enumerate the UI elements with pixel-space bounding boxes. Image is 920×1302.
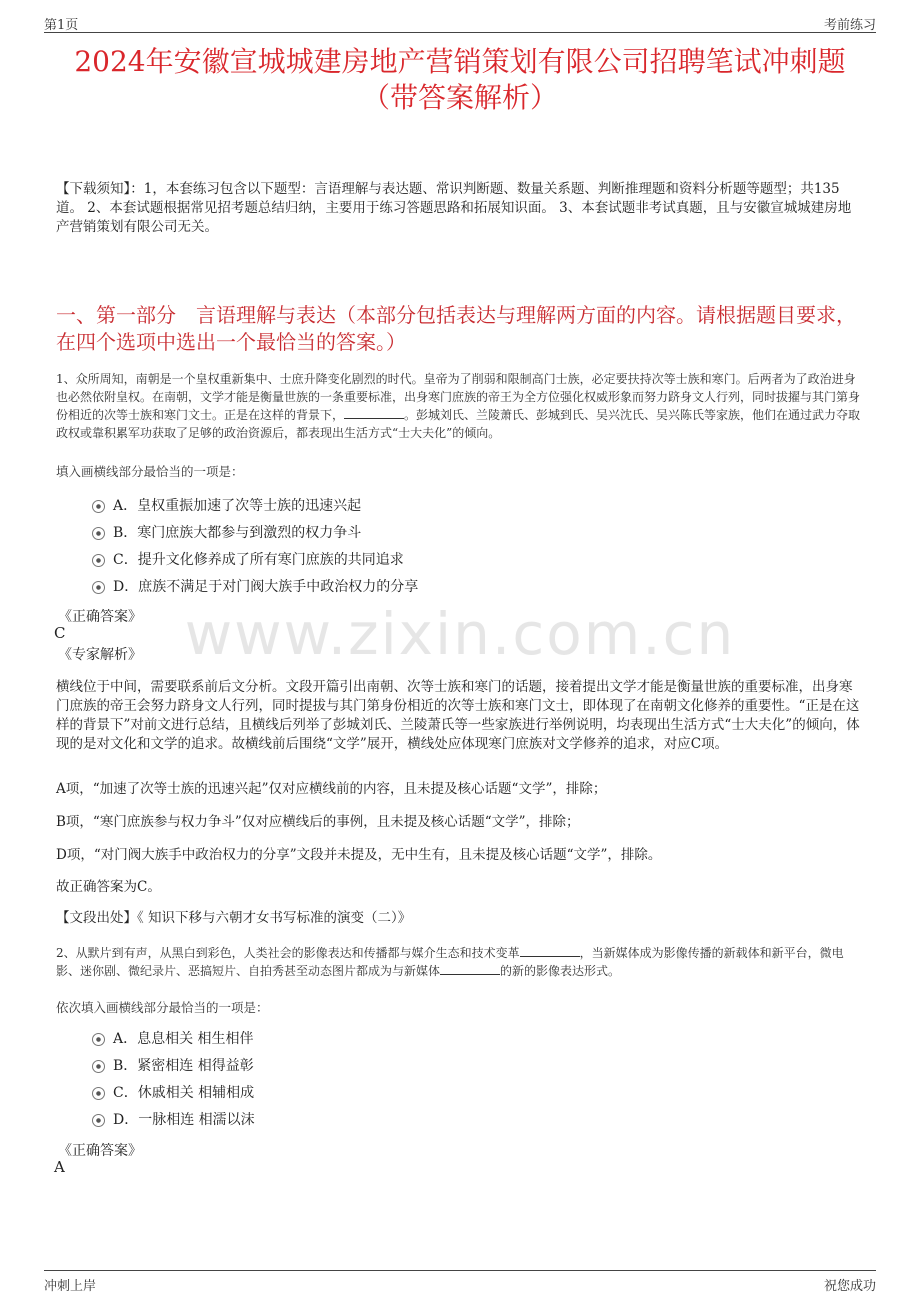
q2-text-a: 2、从默片到有声，从黑白到彩色，人类社会的影像表达和传播都与媒介生态和技术变革 <box>56 946 520 960</box>
radio-icon[interactable] <box>92 1060 105 1073</box>
q1-option-a[interactable] <box>92 495 361 517</box>
q1-option-b[interactable] <box>92 522 361 544</box>
q2-blank-2 <box>440 962 500 975</box>
q1-text-before: 1、众所周知，南朝是一个皇权重新集中、士庶升降变化剧烈的时代。皇帝为了削弱和限制高门士族，必定要扶持次等士族和寒门。后两者为了政治进身也必然依附皇权。在南朝，文学才能是衡量世族的一条重要标准，出身寒门庶族的帝王为全方位强化权威形象而努力跻身文人行列，同时拔擢与其门第身份相近的次等士族和寒门文士。正是在这样的背景下， <box>56 372 861 422</box>
radio-icon[interactable] <box>92 581 105 594</box>
footer-right: 祝您成功 <box>823 1279 876 1294</box>
header-tag: 考前练习 <box>823 18 876 33</box>
q1-source: 【文段出处】《 知识下移与六朝才女书写标准的演变（二）》 <box>56 910 412 926</box>
q2-text-c: 的新的影像表达形式。 <box>500 964 621 978</box>
q1-answer: C <box>54 624 66 642</box>
q1-prompt: 填入画横线部分最恰当的一项是： <box>56 464 244 479</box>
question-1-text <box>56 370 864 442</box>
document-title <box>30 44 890 116</box>
footer-left: 冲刺上岸 <box>44 1279 97 1294</box>
page-header <box>44 10 876 33</box>
q2-option-d[interactable] <box>92 1109 255 1131</box>
q2-option-b[interactable] <box>92 1055 254 1077</box>
title-line-1: 2024年安徽宣城城建房地产营销策划有限公司招聘笔试冲刺题 <box>74 45 846 78</box>
q1-note-a: A项，“加速了次等士族的迅速兴起”仅对应横线前的内容，且未提及核心话题“文学”，排除； <box>56 781 607 797</box>
watermark: www.zixin.com.cn <box>184 600 736 668</box>
radio-icon[interactable] <box>92 500 105 513</box>
q2-prompt: 依次填入画横线部分最恰当的一项是： <box>56 1000 269 1015</box>
q1-option-d[interactable] <box>92 576 418 598</box>
q1-option-c[interactable] <box>92 549 404 571</box>
option-label: A．皇权重振加速了次等士族的迅速兴起 <box>113 498 362 514</box>
q1-conclusion: 故正确答案为C。 <box>56 879 161 895</box>
option-label: D．一脉相连 相濡以沫 <box>113 1112 255 1128</box>
q1-note-b: B项，“寒门庶族参与权力争斗”仅对应横线后的事例，且未提及核心话题“文学”，排除； <box>56 814 580 830</box>
q1-blank <box>344 406 404 419</box>
q2-text-b: ，当新媒体成为影像传播的新载体和新平台，微电影、迷你剧、微纪录片、恶搞短片、自拍秀甚至动态图片都成为与新媒体 <box>56 946 844 978</box>
option-label: B．紧密相连 相得益彰 <box>113 1058 254 1074</box>
q2-answer-label: 《正确答案》 <box>58 1143 142 1159</box>
option-label: A．息息相关 相生相伴 <box>113 1031 254 1047</box>
option-label: B．寒门庶族大都参与到激烈的权力争斗 <box>113 525 362 541</box>
radio-icon[interactable] <box>92 527 105 540</box>
option-label: C．提升文化修养成了所有寒门庶族的共同追求 <box>113 552 404 568</box>
option-label: C．休戚相关 相辅相成 <box>113 1085 255 1101</box>
q1-analysis-label: 《专家解析》 <box>58 647 142 663</box>
q2-option-a[interactable] <box>92 1028 254 1050</box>
section-heading: 一、第一部分 言语理解与表达（本部分包括表达与理解两方面的内容。请根据题目要求，在四个选项中选出一个最恰当的答案。） <box>56 303 856 354</box>
q2-answer: A <box>54 1158 65 1176</box>
radio-icon[interactable] <box>92 554 105 567</box>
question-2-text <box>56 944 864 980</box>
page-footer <box>44 1270 876 1295</box>
q1-answer-label: 《正确答案》 <box>58 609 142 625</box>
radio-icon[interactable] <box>92 1114 105 1127</box>
q1-analysis: 横线位于中间，需要联系前后文分析。文段开篇引出南朝、次等士族和寒门的话题，接着提出文学才能是衡量世族的重要标准，出身寒门庶族的帝王会努力跻身文人行列，同时提拔与其门第身份相近的次等士族和寒门文士，即体现了在南朝文化修养的重要性。“正是在这样的背景下”对前文进行总结，且横线后列举了彭城刘氏、兰陵萧氏等一些家族进行举例说明，均表现出生活方式“士大夫化”的倾向，体现的是对文化和文学的追求。故横线前后围绕“文学”展开，横线处应体现寒门庶族对文学修养的追求，对应C项。 <box>56 679 860 752</box>
option-label: D．庶族不满足于对门阀大族手中政治权力的分享 <box>113 579 419 595</box>
q2-blank-1 <box>520 944 580 957</box>
radio-icon[interactable] <box>92 1033 105 1046</box>
q1-note-d: D项，“对门阀大族手中政治权力的分享”文段并未提及，无中生有，且未提及核心话题“文学”，排除。 <box>56 847 662 863</box>
q1-text-after: 。彭城刘氏、兰陵萧氏、彭城到氏、吴兴沈氏、吴兴陈氏等家族，他们在通过武力夺取政权或靠积累军功获取了足够的政治资源后，都表现出生活方式“士大夫化”的倾向。 <box>56 408 861 440</box>
page-number: 第1页 <box>44 18 79 33</box>
download-notice: 【下载须知】：1，本套练习包含以下题型：言语理解与表达题、常识判断题、数量关系题、判断推理题和资料分析题等题型；共135道。 2、本套试题根据常见招考题总结归纳，主要用于练习答题思路和拓展知识面。 3、本套试题非考试真题，且与安徽宣城城建房地产营销策划有限公司无关。 <box>56 181 852 235</box>
radio-icon[interactable] <box>92 1087 105 1100</box>
q2-option-c[interactable] <box>92 1082 254 1104</box>
title-line-2: （带答案解析） <box>361 81 558 114</box>
